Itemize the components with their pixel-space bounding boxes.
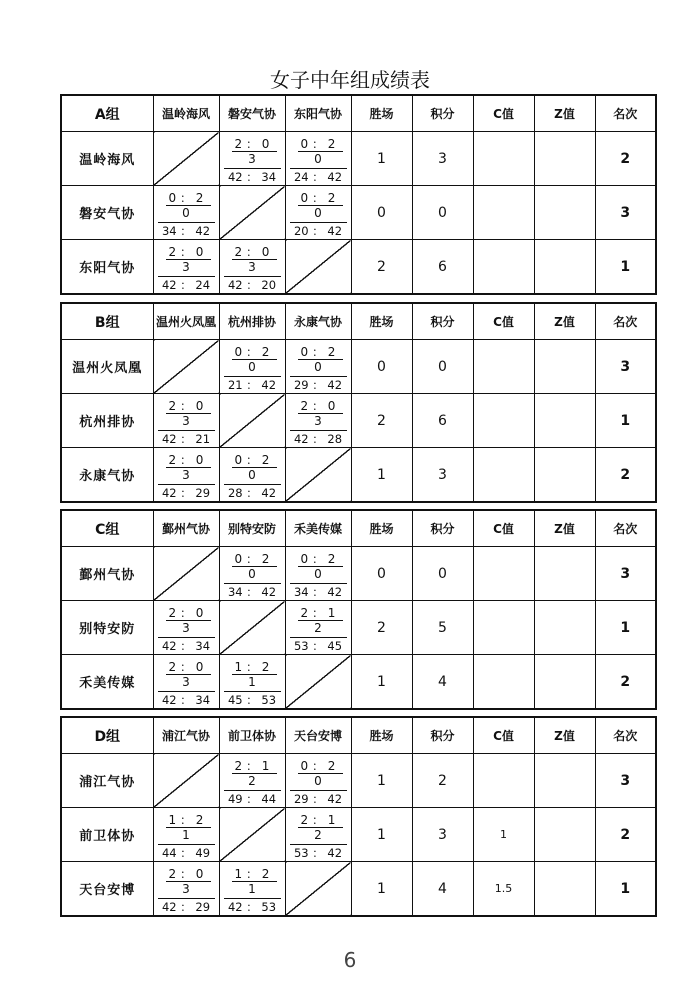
column-team-header: 天台安博: [285, 717, 351, 754]
wins-value: 0: [351, 186, 412, 240]
points-header: 积分: [412, 510, 473, 547]
table-row: [61, 862, 656, 917]
match-ratio: 42 ： 29: [161, 900, 211, 914]
row-team-name: 别特安防: [61, 601, 153, 655]
rank-value: 2: [595, 808, 656, 862]
row-team-name: 禾美传媒: [61, 655, 153, 710]
match-points: 0: [314, 360, 322, 374]
match-result: [286, 601, 351, 654]
group-table-0: [60, 94, 657, 295]
match-points: 0: [248, 468, 256, 482]
match-ratio: 42 ： 29: [161, 486, 211, 500]
points-value: 2: [412, 754, 473, 808]
wins-header: 胜场: [351, 717, 412, 754]
group-name: C组: [61, 510, 153, 547]
z-value: [534, 186, 595, 240]
match-cell: [285, 186, 351, 240]
points-value: 0: [412, 547, 473, 601]
row-team-name: 前卫体协: [61, 808, 153, 862]
match-ratio: 42 ： 28: [293, 432, 343, 446]
match-result: [286, 186, 351, 239]
match-cell: [153, 601, 219, 655]
match-cell: [219, 862, 285, 917]
match-ratio: 44 ： 49: [161, 846, 211, 860]
column-team-header: 磐安气协: [219, 95, 285, 132]
match-score: 2 ： 0: [168, 606, 204, 620]
match-result: [286, 394, 351, 447]
match-result: [154, 601, 219, 654]
match-ratio: 24 ： 42: [293, 170, 343, 184]
match-result: [286, 754, 351, 807]
match-cell: [285, 340, 351, 394]
match-result: [286, 132, 351, 185]
z-value: [534, 340, 595, 394]
match-result: [220, 448, 285, 501]
match-points: 3: [248, 152, 256, 166]
wins-value: 0: [351, 547, 412, 601]
match-cell: [153, 394, 219, 448]
match-cell: [153, 862, 219, 917]
c-value: [473, 394, 534, 448]
match-ratio: 42 ： 21: [161, 432, 211, 446]
rank-value: 2: [595, 132, 656, 186]
page-title: 女子中年组成绩表: [270, 68, 430, 92]
c-value: [473, 655, 534, 710]
match-ratio: 53 ： 45: [293, 639, 343, 653]
match-points: 3: [248, 260, 256, 274]
match-result: [220, 340, 285, 393]
match-result: [220, 132, 285, 185]
match-points: 3: [182, 621, 190, 635]
points-value: 3: [412, 448, 473, 503]
match-score: 2 ： 0: [234, 137, 270, 151]
table-row: [61, 448, 656, 503]
diagonal-cell: [219, 186, 285, 240]
points-value: 6: [412, 394, 473, 448]
diagonal-cell: [153, 754, 219, 808]
match-cell: [285, 808, 351, 862]
rank-value: 1: [595, 240, 656, 295]
match-result: [286, 547, 351, 600]
points-value: 3: [412, 808, 473, 862]
match-ratio: 53 ： 42: [293, 846, 343, 860]
table-row: [61, 240, 656, 295]
z-value: [534, 808, 595, 862]
match-ratio: 28 ： 42: [227, 486, 277, 500]
z-value: [534, 240, 595, 295]
points-value: 5: [412, 601, 473, 655]
match-points: 0: [314, 152, 322, 166]
points-header: 积分: [412, 303, 473, 340]
table-row: [61, 132, 656, 186]
points-value: 4: [412, 655, 473, 710]
match-result: [220, 240, 285, 293]
match-score: 2 ： 0: [300, 399, 336, 413]
match-points: 3: [182, 468, 190, 482]
match-points: 3: [314, 414, 322, 428]
match-score: 0 ： 2: [300, 759, 336, 773]
match-result: [286, 340, 351, 393]
match-points: 0: [182, 206, 190, 220]
column-team-header: 温岭海风: [153, 95, 219, 132]
row-team-name: 鄞州气协: [61, 547, 153, 601]
row-team-name: 浦江气协: [61, 754, 153, 808]
match-score: 0 ： 2: [168, 191, 204, 205]
match-score: 1 ： 2: [234, 660, 270, 674]
wins-value: 2: [351, 394, 412, 448]
match-ratio: 42 ： 20: [227, 278, 277, 292]
row-team-name: 杭州排协: [61, 394, 153, 448]
match-result: [154, 448, 219, 501]
match-points: 3: [182, 260, 190, 274]
table-row: [61, 394, 656, 448]
z-value: [534, 754, 595, 808]
wins-value: 1: [351, 655, 412, 710]
match-ratio: 42 ： 53: [227, 900, 277, 914]
match-cell: [285, 754, 351, 808]
c-value: [473, 448, 534, 503]
diagonal-cell: [285, 448, 351, 503]
column-team-header: 鄞州气协: [153, 510, 219, 547]
z-value: [534, 132, 595, 186]
wins-value: 2: [351, 601, 412, 655]
c-value: [473, 240, 534, 295]
rank-value: 1: [595, 601, 656, 655]
match-ratio: 21 ： 42: [227, 378, 277, 392]
match-ratio: 45 ： 53: [227, 693, 277, 707]
match-result: [286, 808, 351, 861]
c-value: [473, 754, 534, 808]
wins-value: 2: [351, 240, 412, 295]
rank-header: 名次: [595, 510, 656, 547]
column-team-header: 浦江气协: [153, 717, 219, 754]
points-header: 积分: [412, 95, 473, 132]
match-cell: [219, 340, 285, 394]
match-points: 3: [182, 414, 190, 428]
z-value: [534, 547, 595, 601]
match-points: 0: [314, 206, 322, 220]
column-team-header: 前卫体协: [219, 717, 285, 754]
match-points: 2: [248, 774, 256, 788]
match-result: [220, 862, 285, 915]
group-name: D组: [61, 717, 153, 754]
match-points: 2: [314, 828, 322, 842]
points-value: 4: [412, 862, 473, 917]
match-points: 0: [248, 567, 256, 581]
match-cell: [285, 394, 351, 448]
points-value: 3: [412, 132, 473, 186]
match-result: [154, 240, 219, 293]
c-value: [473, 132, 534, 186]
c-value: 1.5: [473, 862, 534, 917]
diagonal-cell: [285, 240, 351, 295]
match-ratio: 20 ： 42: [293, 224, 343, 238]
match-points: 0: [248, 360, 256, 374]
match-score: 2 ： 1: [300, 606, 336, 620]
row-team-name: 温岭海风: [61, 132, 153, 186]
match-score: 2 ： 0: [168, 245, 204, 259]
match-result: [154, 394, 219, 447]
c-value-header: C值: [473, 510, 534, 547]
match-cell: [219, 754, 285, 808]
column-team-header: 禾美传媒: [285, 510, 351, 547]
row-team-name: 温州火凤凰: [61, 340, 153, 394]
row-team-name: 天台安博: [61, 862, 153, 917]
match-cell: [153, 240, 219, 295]
match-points: 0: [314, 774, 322, 788]
wins-header: 胜场: [351, 303, 412, 340]
c-value: [473, 601, 534, 655]
match-score: 0 ： 2: [234, 345, 270, 359]
match-cell: [219, 547, 285, 601]
wins-value: 1: [351, 132, 412, 186]
rank-value: 3: [595, 186, 656, 240]
rank-header: 名次: [595, 717, 656, 754]
z-value: [534, 394, 595, 448]
rank-value: 3: [595, 547, 656, 601]
match-cell: [153, 655, 219, 710]
match-ratio: 29 ： 42: [293, 378, 343, 392]
match-ratio: 34 ： 42: [227, 585, 277, 599]
match-cell: [219, 132, 285, 186]
match-ratio: 42 ： 34: [161, 639, 211, 653]
z-value-header: Z值: [534, 510, 595, 547]
match-score: 2 ： 0: [168, 867, 204, 881]
match-result: [154, 186, 219, 239]
wins-value: 0: [351, 340, 412, 394]
table-row: [61, 601, 656, 655]
match-points: 0: [314, 567, 322, 581]
row-team-name: 磐安气协: [61, 186, 153, 240]
match-points: 1: [248, 675, 256, 689]
match-cell: [285, 547, 351, 601]
wins-value: 1: [351, 754, 412, 808]
match-result: [220, 547, 285, 600]
diagonal-cell: [153, 132, 219, 186]
match-score: 0 ： 2: [300, 552, 336, 566]
match-ratio: 34 ： 42: [293, 585, 343, 599]
match-score: 2 ： 0: [168, 453, 204, 467]
diagonal-cell: [219, 394, 285, 448]
wins-header: 胜场: [351, 95, 412, 132]
table-row: [61, 186, 656, 240]
match-result: [220, 655, 285, 708]
page-number: 6: [343, 948, 357, 972]
match-score: 2 ： 0: [168, 399, 204, 413]
c-value-header: C值: [473, 717, 534, 754]
table-row: [61, 655, 656, 710]
rank-value: 3: [595, 340, 656, 394]
table-row: [61, 340, 656, 394]
rank-value: 2: [595, 448, 656, 503]
match-ratio: 42 ： 24: [161, 278, 211, 292]
c-value: [473, 186, 534, 240]
match-score: 2 ： 0: [234, 245, 270, 259]
match-ratio: 29 ： 42: [293, 792, 343, 806]
column-team-header: 温州火凤凰: [153, 303, 219, 340]
match-cell: [153, 186, 219, 240]
column-team-header: 杭州排协: [219, 303, 285, 340]
table-row: [61, 808, 656, 862]
match-ratio: 42 ： 34: [227, 170, 277, 184]
match-score: 2 ： 1: [300, 813, 336, 827]
rank-value: 1: [595, 394, 656, 448]
match-ratio: 34 ： 42: [161, 224, 211, 238]
match-result: [154, 862, 219, 915]
match-cell: [285, 132, 351, 186]
group-name: B组: [61, 303, 153, 340]
rank-value: 1: [595, 862, 656, 917]
match-points: 3: [182, 675, 190, 689]
match-cell: [285, 601, 351, 655]
diagonal-cell: [285, 862, 351, 917]
match-score: 0 ： 2: [300, 191, 336, 205]
wins-value: 1: [351, 862, 412, 917]
points-header: 积分: [412, 717, 473, 754]
match-cell: [219, 240, 285, 295]
wins-value: 1: [351, 448, 412, 503]
c-value-header: C值: [473, 303, 534, 340]
match-score: 2 ： 0: [168, 660, 204, 674]
points-value: 0: [412, 186, 473, 240]
column-team-header: 永康气协: [285, 303, 351, 340]
rank-header: 名次: [595, 303, 656, 340]
match-ratio: 42 ： 34: [161, 693, 211, 707]
group-name: A组: [61, 95, 153, 132]
diagonal-cell: [219, 601, 285, 655]
match-points: 1: [182, 828, 190, 842]
z-value: [534, 655, 595, 710]
diagonal-cell: [285, 655, 351, 710]
group-table-3: [60, 716, 657, 917]
match-cell: [219, 655, 285, 710]
diagonal-cell: [153, 547, 219, 601]
table-row: [61, 754, 656, 808]
table-row: [61, 547, 656, 601]
match-result: [154, 808, 219, 861]
match-points: 3: [182, 882, 190, 896]
rank-value: 2: [595, 655, 656, 710]
rank-header: 名次: [595, 95, 656, 132]
column-team-header: 别特安防: [219, 510, 285, 547]
row-team-name: 永康气协: [61, 448, 153, 503]
c-value: 1: [473, 808, 534, 862]
c-value: [473, 340, 534, 394]
z-value-header: Z值: [534, 303, 595, 340]
match-result: [220, 754, 285, 807]
match-score: 0 ： 2: [300, 137, 336, 151]
column-team-header: 东阳气协: [285, 95, 351, 132]
wins-header: 胜场: [351, 510, 412, 547]
match-cell: [153, 808, 219, 862]
match-cell: [153, 448, 219, 503]
match-points: 2: [314, 621, 322, 635]
diagonal-cell: [219, 808, 285, 862]
group-table-1: [60, 302, 657, 503]
match-score: 2 ： 1: [234, 759, 270, 773]
c-value: [473, 547, 534, 601]
wins-value: 1: [351, 808, 412, 862]
rank-value: 3: [595, 754, 656, 808]
match-score: 0 ： 2: [234, 552, 270, 566]
match-score: 1 ： 2: [234, 867, 270, 881]
row-team-name: 东阳气协: [61, 240, 153, 295]
match-score: 1 ： 2: [168, 813, 204, 827]
match-ratio: 49 ： 44: [227, 792, 277, 806]
points-value: 0: [412, 340, 473, 394]
z-value: [534, 862, 595, 917]
z-value: [534, 601, 595, 655]
match-points: 1: [248, 882, 256, 896]
points-value: 6: [412, 240, 473, 295]
match-score: 0 ： 2: [300, 345, 336, 359]
c-value-header: C值: [473, 95, 534, 132]
diagonal-cell: [153, 340, 219, 394]
match-result: [154, 655, 219, 708]
group-table-2: [60, 509, 657, 710]
match-score: 0 ： 2: [234, 453, 270, 467]
z-value: [534, 448, 595, 503]
z-value-header: Z值: [534, 95, 595, 132]
match-cell: [219, 448, 285, 503]
z-value-header: Z值: [534, 717, 595, 754]
